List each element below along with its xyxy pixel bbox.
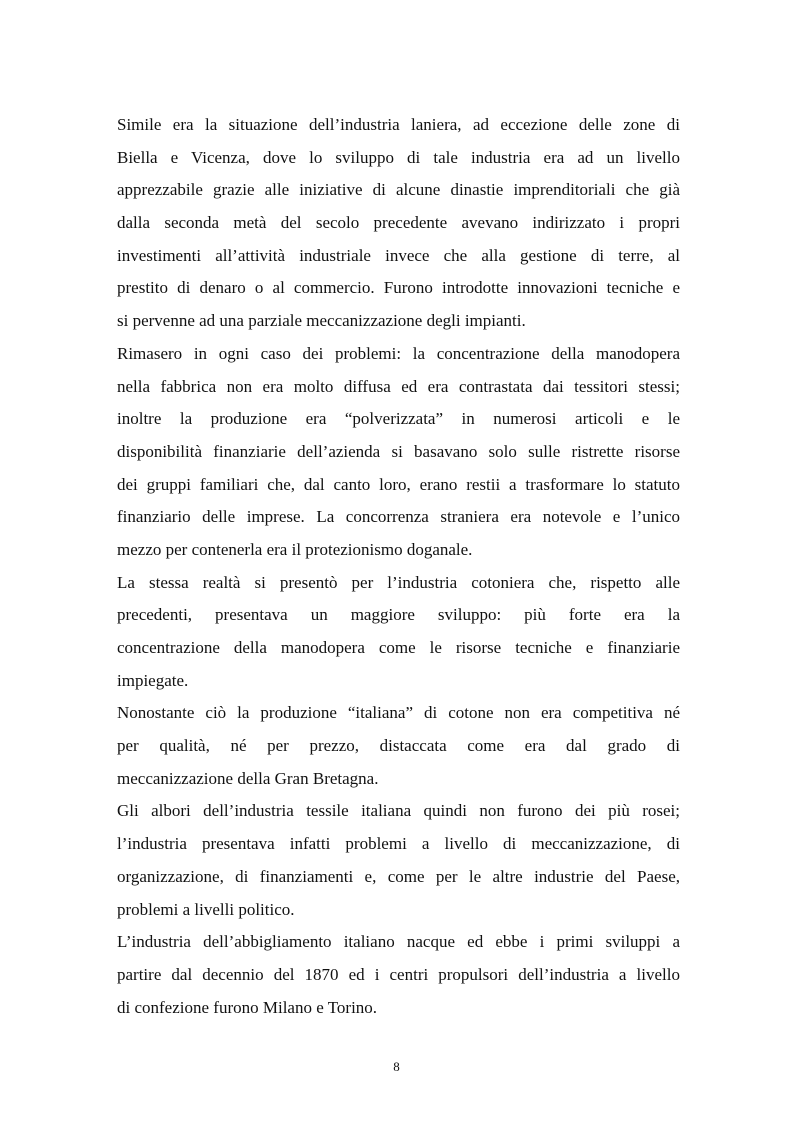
text-line: La stessa realtà si presentò per l’industria cotoniera che, rispetto alle (117, 572, 680, 592)
text-line: prestito di denaro o al commercio. Furono introdotte innovazioni tecniche e (117, 278, 680, 298)
text-line: mezzo per contenerla era il protezionismo doganale. (117, 539, 473, 559)
text-line: si pervenne ad una parziale meccanizzazione degli impianti. (117, 311, 526, 331)
text-line: l’industria presentava infatti problemi a livello di meccanizzazione, di (117, 834, 680, 854)
text-line: impiegate. (117, 670, 189, 690)
text-line: Nonostante ciò la produzione “italiana” di cotone non era competitiva né (117, 703, 680, 723)
text-line: L’industria dell’abbigliamento italiano nacque ed ebbe i primi sviluppi a (117, 932, 680, 952)
text-line: apprezzabile grazie alle iniziative di alcune dinastie imprenditoriali che già (117, 180, 680, 200)
paragraph (117, 697, 680, 795)
paragraph (117, 795, 680, 926)
text-line: Biella e Vicenza, dove lo sviluppo di tale industria era ad un livello (117, 147, 680, 167)
text-line: disponibilità finanziarie dell’azienda si basavano solo sulle ristrette risorse (117, 441, 680, 461)
text-line: nella fabbrica non era molto diffusa ed era contrastata dai tessitori stessi; (117, 376, 680, 396)
body-text (117, 109, 680, 1024)
text-line: partire dal decennio del 1870 ed i centri propulsori dell’industria a livello (117, 964, 680, 984)
paragraph (117, 338, 680, 567)
text-line: problemi a livelli politico. (117, 899, 295, 919)
text-line: organizzazione, di finanziamenti e, come per le altre industrie del Paese, (117, 866, 680, 886)
text-line: precedenti, presentava un maggiore sviluppo: più forte era la (117, 605, 680, 625)
text-line: Rimasero in ogni caso dei problemi: la concentrazione della manodopera (117, 343, 680, 363)
page-number: 8 (393, 1059, 400, 1074)
text-line: Gli albori dell’industria tessile italiana quindi non furono dei più rosei; (117, 801, 680, 821)
text-line: finanziario delle imprese. La concorrenza straniera era notevole e l’unico (117, 507, 680, 527)
text-line: investimenti all’attività industriale invece che alla gestione di terre, al (117, 245, 680, 265)
text-line: Simile era la situazione dell’industria laniera, ad eccezione delle zone di (117, 115, 680, 134)
text-line: meccanizzazione della Gran Bretagna. (117, 768, 379, 788)
text-line: dalla seconda metà del secolo precedente avevano indirizzato i propri (117, 213, 680, 233)
paragraph (117, 926, 680, 1024)
paragraph (117, 567, 680, 698)
paragraph (117, 109, 680, 338)
text-line: per qualità, né per prezzo, distaccata come era dal grado di (117, 736, 680, 756)
text-line: di confezione furono Milano e Torino. (117, 997, 378, 1017)
text-line: concentrazione della manodopera come le risorse tecniche e finanziarie (117, 638, 680, 657)
text-line: inoltre la produzione era “polverizzata” in numerosi articoli e le (117, 409, 680, 429)
text-line: dei gruppi familiari che, dal canto loro, erano restii a trasformare lo statuto (117, 474, 680, 494)
